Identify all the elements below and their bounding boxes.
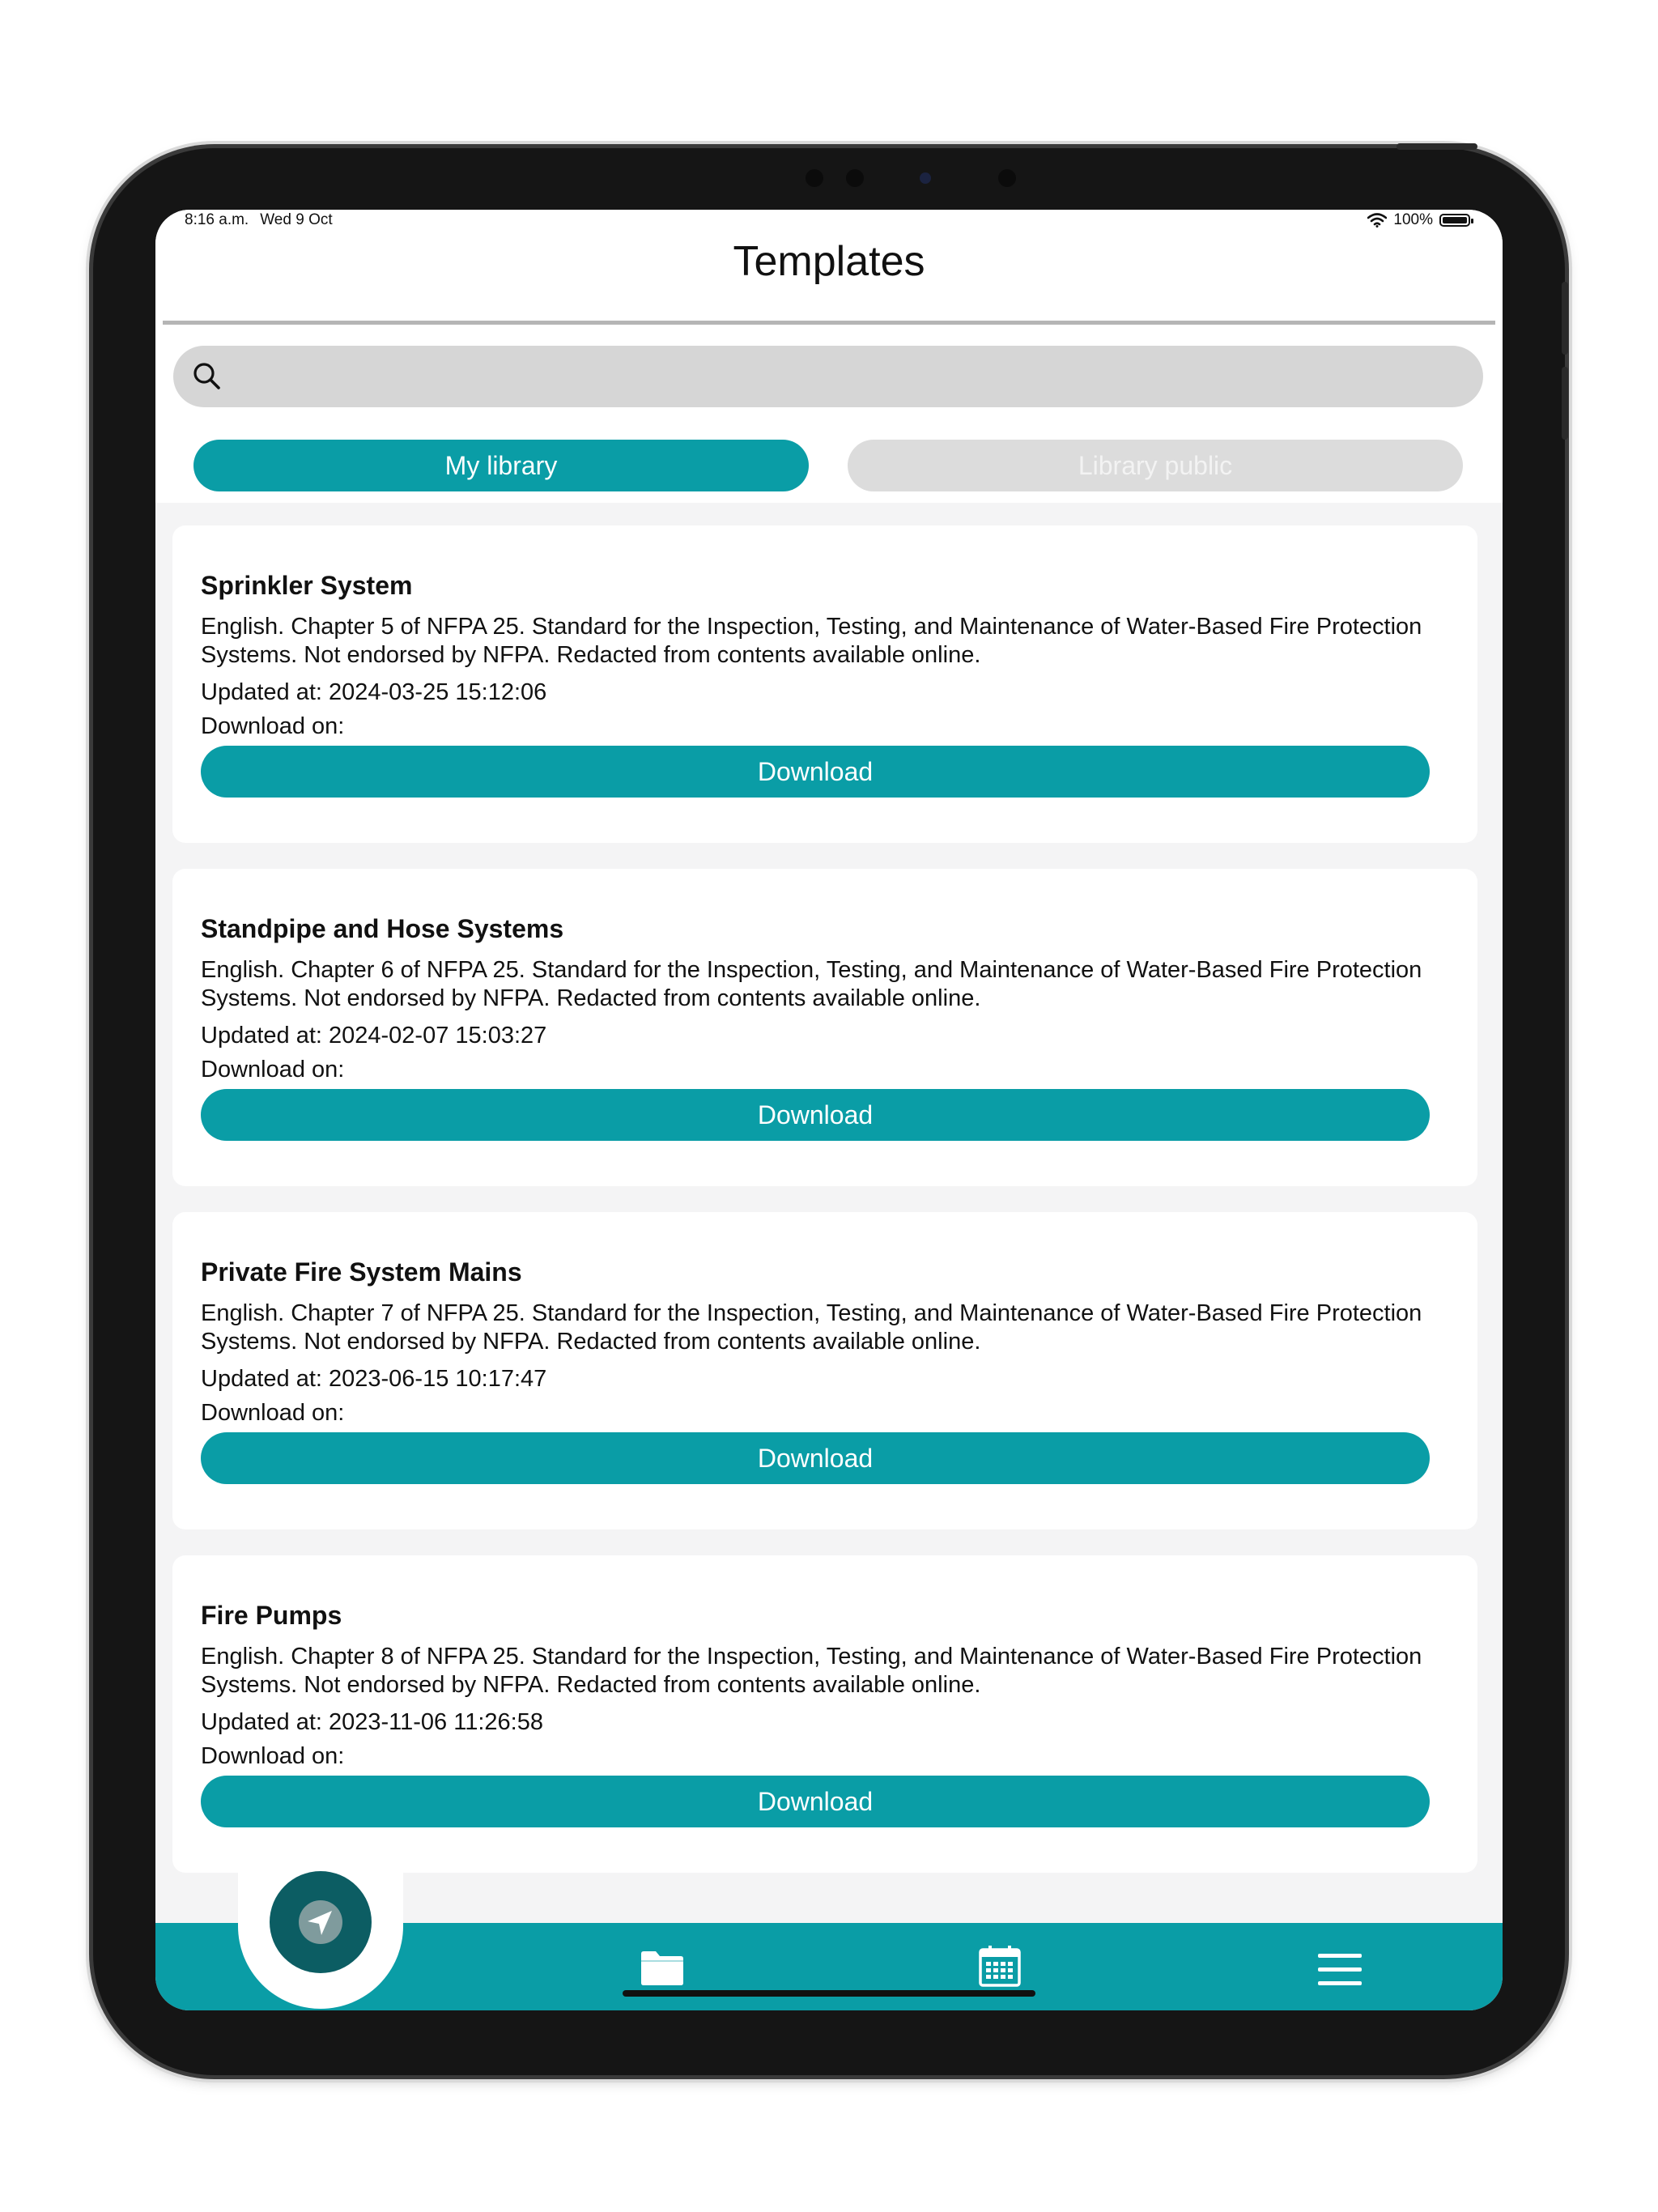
battery-icon — [1439, 214, 1470, 227]
template-title: Private Fire System Mains — [201, 1257, 522, 1287]
template-download-on: Download on: — [201, 713, 345, 739]
template-download-on: Download on: — [201, 1400, 345, 1426]
download-button[interactable]: Download — [201, 746, 1430, 798]
template-card — [172, 1555, 1477, 1873]
status-time: 8:16 a.m. — [185, 211, 249, 228]
status-bar-right — [1367, 211, 1470, 229]
template-card — [172, 525, 1477, 843]
page-title: Templates — [733, 238, 925, 285]
wifi-icon — [1367, 213, 1387, 228]
title-divider — [163, 321, 1495, 325]
search-input[interactable] — [236, 352, 1454, 402]
navigation-button[interactable] — [270, 1871, 372, 1973]
tab-library-public[interactable]: Library public — [848, 440, 1463, 491]
template-card — [172, 1212, 1477, 1529]
template-updated: Updated at: 2023-11-06 11:26:58 — [201, 1709, 543, 1735]
navigation-icon — [296, 1898, 345, 1946]
search-icon — [191, 360, 223, 393]
template-updated: Updated at: 2024-03-25 15:12:06 — [201, 679, 547, 705]
template-description: English. Chapter 7 of NFPA 25. Standard for the Inspection, Testing, and Maintenance of Water-Based Fire Protection Systems. Not endorsed by NFPA. Redacted from contents available online. — [201, 1300, 1422, 1355]
template-title: Standpipe and Hose Systems — [201, 914, 564, 943]
download-button[interactable]: Download — [201, 1776, 1430, 1827]
template-description: English. Chapter 6 of NFPA 25. Standard for the Inspection, Testing, and Maintenance of Water-Based Fire Protection Systems. Not endorsed by NFPA. Redacted from contents available online. — [201, 957, 1422, 1011]
search-bar[interactable] — [173, 346, 1483, 407]
template-updated: Updated at: 2024-02-07 15:03:27 — [201, 1023, 547, 1049]
volume-down-button — [1562, 367, 1568, 440]
top-button — [1397, 143, 1477, 150]
camera-bar — [806, 163, 1048, 192]
header-area — [155, 210, 1503, 503]
folder-icon[interactable] — [638, 1949, 687, 1988]
template-title: Fire Pumps — [201, 1601, 342, 1630]
status-bar-left — [185, 211, 333, 229]
tab-my-library[interactable]: My library — [193, 440, 809, 491]
tablet-frame — [93, 148, 1565, 2075]
calendar-icon[interactable] — [978, 1944, 1022, 1988]
app-screen — [155, 210, 1503, 2010]
battery-percent: 100% — [1393, 211, 1433, 228]
template-download-on: Download on: — [201, 1057, 345, 1083]
template-updated: Updated at: 2023-06-15 10:17:47 — [201, 1366, 547, 1392]
template-description: English. Chapter 8 of NFPA 25. Standard for the Inspection, Testing, and Maintenance of Water-Based Fire Protection Systems. Not endorsed by NFPA. Redacted from contents available online. — [201, 1644, 1422, 1698]
template-title: Sprinkler System — [201, 571, 413, 600]
template-description: English. Chapter 5 of NFPA 25. Standard for the Inspection, Testing, and Maintenance of Water-Based Fire Protection Systems. Not endorsed by NFPA. Redacted from contents available online. — [201, 614, 1422, 668]
download-button[interactable]: Download — [201, 1089, 1430, 1141]
volume-up-button — [1562, 282, 1568, 355]
status-date: Wed 9 Oct — [260, 211, 333, 228]
menu-icon[interactable] — [1318, 1952, 1362, 1988]
template-download-on: Download on: — [201, 1743, 345, 1769]
download-button[interactable]: Download — [201, 1432, 1430, 1484]
home-indicator[interactable] — [623, 1990, 1035, 1997]
template-card — [172, 869, 1477, 1186]
